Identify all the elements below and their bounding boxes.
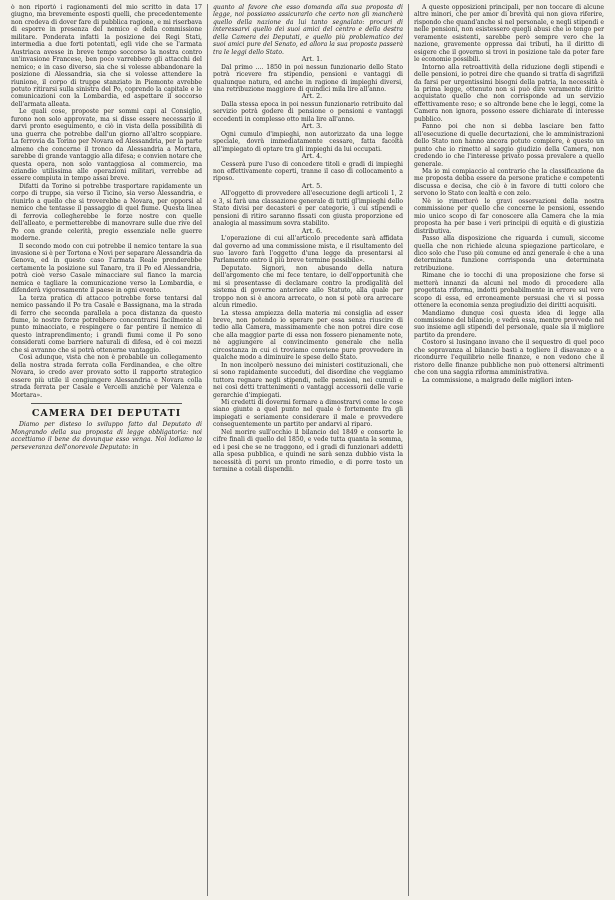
paragraph: A queste opposizioni principali, per non toccare di alcune altre minori, che per amor di brevità qui non giova riferire, rispondo che quand'anche sì nel personale, e negli stipendi e nelle pensioni, non esistessero quegli abusi che io tengo per veramente esistenti, sarebbe però sempre vero che la nazione, gravemente oppressa dai tributi, ha il diritto di esigere che il governo si trovi in posizione tale da poter fare le economie possibili. [414,4,604,64]
article-text: Cesserà pure l'uso di concedere titoli e gradi di impieghi non effettivamente coperti, tranne il caso di collocamento a riposo. [213,160,403,183]
article-text: Dalla stessa epoca in poi nessun funzionario retribuito dal servizio potrà godere di pensione o pensioni e vantaggi eccedenti in complesso otto mila lire all'anno. [213,100,403,123]
paragraph: Il secondo modo con cui potrebbe il nemico tentare la sua invasione si è per Tortona e Novi per separare Alessandria da Genova, ed in questo caso l'armata Reale prenderebbe certamente la posizione sul Tanaro, tra il Po ed Alessandria, potrà cioè verso Casale minacciare sul fianco la marcia nemica e tagliare la comunicazione verso la Lombardia, e difenderà vigorosamente il paese in ogni evento. [11,242,202,295]
paragraph: Le quali cose, proposte per sommi capi al Consiglio, furono non solo approvate, ma si disse essere necessario il darvi pronto eseguimento, e ciò in vista della possibilità di una guerra che potrebbe dall'un giorno all'altro scoppiare. La ferrovia da Torino per Novara ed Alessandria, per la parte almeno che concerne il tronco da Alessandria a Mortara, sarebbe di grande vantaggio alla difesa; e convien notare che questa opera, non solo vantaggiosa al commercio, ma eziandio utilissima alle operazioni militari, verrebbe ad essere compiuta in tempo assai breve. [11,108,202,183]
intro-paragraph: Diamo per disteso lo sviluppo fatto dal Deputato di Mongrando della sua proposta di legge obbligatoria: noi accettiamo il bene da dovunque esso venga. Noi lodiamo la perseveranza dell'onorevole Deputato: in [11,421,202,451]
paragraph: Fanno poi che non si debba lasciare ben fatto all'esecuzione di quelle decurtazioni, che le amministrazioni dello Stato non hanno ancora potuto compiere, è questo un punto che io rimetto al saggio giudizio della Camera, non credendo io che l'interesse privato possa prevalere a quello generale. [414,123,604,168]
paragraph: Costoro si lusingano invano che il sequestro di quel poco che sopravanza al bilancio basti a togliere il disavanzo e a ricondurre l'equilibrio nelle finanze, e non vedono che il ristoro delle finanze pubbliche non può ottenersi altrimenti che con una saggia riforma amministrativa. [414,339,604,377]
paragraph: Ma io mi compiaccio al contrario che la classificazione da me proposta debba essere da persone pratiche e competenti discussa e decisa, che ciò è in favore di tutti coloro che servono lo Stato con lealtà e con zelo. [414,167,604,198]
article-text: L'operazione di cui all'articolo precedente sarà affidata dal governo ad una commissione mista, e il risultamento del suo lavoro farà l'oggetto d'una legge da presentarsi al Parlamento entro il più breve termine possibile». [213,235,403,265]
paragraph: quanto al favore che esso domanda alla sua proposta di legge, noi possiamo assicurarlo che certo non gli mancherà quello della nazione da lui tanto segnalato: procuri di interessarvi quello dei suoi amici del centro e della destra della Camera dei Deputati, e quello più problematico dei suoi amici pure del Senato, ed allora la sua proposta passerà tra le leggi dello Stato. [213,4,403,56]
paragraph: Passo alla disposizione che riguarda i cumuli, siccome quella che non richiede alcuna spiegazione particolare, e dico solo che l'uso più comune ed anzi generale è che a una determinata funzione corrisponda una determinata retribuzione. [414,235,604,272]
section-title: CAMERA DEI DEPUTATI [31,408,182,420]
paragraph: La commissione, a malgrado delle migliori inten- [422,376,574,384]
article-heading: Art. 2. [301,92,323,101]
paragraph: Mi credetti di dovermi fermare a dimostrarvi come le cose siano giunte a quel punto nel quale è fortemente fra gli impiegati e seriamente considerare il male e provvedere conseguentemente un partito per andarvi al riparo. [213,399,403,429]
paragraph: Mandiamo dunque così questa idea di legge alla commissione del bilancio, e vedrà essa, mentre provvede nel suo insieme agli stipendi del personale, quale sia il migliore partito da prendere. [414,309,604,339]
columns [6,4,609,896]
article-heading: Art. 6. [301,226,323,235]
paragraph: Rimane che io tocchi di una proposizione che forse si metterà innanzi da alcuni nel modo di procedere alla progettata riforma, indotti probabilmente in errore sul vero scopo di essa, ed erroneamente persuasi che vi si possa ottenere la economia senza pregiudizio dei diritti acquisiti. [414,272,604,310]
column-right [408,4,609,896]
paragraph: La stessa ampiezza della materia mi consiglia ad esser breve, non potendo io sperare per essa senza riuscire di tedio alla Camera, massimamente che non potrei dire cose che alla maggior parte di essa non fossero pienamente note, nè aggiungere al convincimento generale che nella circostanza in cui ci troviamo conviene pure provvedere in qualche modo a diminuire le spese dello Stato. [213,309,403,362]
article-heading: Art. 3. [301,122,323,131]
paragraph: Così adunque, vista che non è probabile un collegamento della nostra strada ferrata colla Ferdinandea, e che oltre Novara, io credo aver provato sotto il rapporto strategico essere più utile il congiungere Alessandria e Novara colla strada ferrata per Casale e Vercelli anzichè per Valenza e Mortara». [11,354,202,399]
article-text: All'oggetto di provvedere all'esecuzione degli articoli 1, 2 e 3, si farà una classazione generale di tutti gl'impieghi dello Stato divisi per decasteri e per categorie, i cui stipendi e pensioni di ritiro saranno fissati con giusta proporzione ed analogia al massimum sovra stabilito. [213,190,403,228]
column-middle [207,4,408,896]
paragraph: In non incolperò nessuno dei ministeri costituzionali, che si sono rapidamente succeduti, del disordine che veggiamo tuttora regnare negli stipendi, nelle pensioni, nei cumuli e nei così detti trattenimenti o vantaggi accessorii delle varie gerarchie d'impiegati. [213,361,403,399]
article-heading: Art. 5. [301,181,323,190]
article-text: Dal primo .... 1850 in poi nessun funzionario dello Stato potrà ricevere fra stipendio, pensioni e vantaggi di qualunque natura, ed anche in ragione di impieghi diversi, una retribuzione maggiore di quindici mila lire all'anno. [213,63,403,93]
column-left [6,4,207,896]
paragraph: Nè io rimetterò le gravi osservazioni della nostra commissione per quello che concerne le pensioni, essendo mio unico scopo di far conoscere alla Camera che la mia proposta ha per base i veri principii di equità e di giustizia distributiva. [414,197,604,235]
paragraph: Intorno alla retroattività della riduzione degli stipendi e delle pensioni, io potrei dire che quando si tratta di sagrifizii da farsi per urgentissimi bisogni della patria, la necessità è la prima legge, ottenuto non si può dire veramente diritto acquistato quello che non corrisponde ad un servizio effettivamente reso; e so altronde bene che le leggi, come la Camera non ignora, possono essere dichiarate di interesse pubblico. [414,63,604,123]
paragraph: La terza pratica di attacco potrebbe forse tentarsi dal nemico passando il Po tra Casale e Bassignana, ma la strada di ferro che seconda parallela a poca distanza da questo fiume, le nostre forze potrebbero concentrarsi facilmente al punto minacciato, e respingere o far pentire il nemico di questo intraprendimento; i grandi fiumi come il Po sono considerati come barriere naturali di difesa, ed è coi mezzi che si avranno che si potrà ottenerne vantaggio. [11,294,202,354]
article-heading: Art. 4. [301,152,323,161]
article-text: Ogni cumulo d'impieghi, non autorizzato da una legge speciale, dovrà immediatamente cessare, fatta facoltà all'impiegato di optare tra gli impieghi da lui occupati. [213,130,403,153]
paragraph: Deputato. Signori, non abusando della natura dell'argomento che mi fece tentare, io dell'opportunità che mi si presentasse di declamare contro la prodigalità del sistema di governo anteriore allo Statuto, alla quale per troppo non si è ancora arrecato, o non si potè ora arrecare alcun rimedio. [213,264,403,310]
article-heading: Art. 1. [301,55,323,64]
divider [31,403,182,404]
paragraph: Difatti da Torino si potrebbe trasportare rapidamente un corpo di truppe, sia verso il Ticino, sia verso Alessandria, e riunirlo a quello che si troverebbe a Novara, per opporsi al nemico che tentasse il passaggio di quel fiume. Questa linea di ferrovia collegherebbe le forze nostre con quelle dell'alleato, e permetterebbe di manovrare sulle due rive del Po con grande celerità, pregio essenziale nelle guerre moderne. [11,182,202,243]
paragraph: Nel morire sull'occhio il bilancio del 1849 e consorte le cifre finali di quello del 1850, e vede tutta quanta la somma, ed i pesi che se ne traggono, ed i gradi di funzionari addetti alla spesa pubblica, e quindi ne sarà senza dubbio vista la necessità di porvi un pronto rimedio, e di porre tosto un termine a cotali dispendii. [213,428,403,474]
paragraph: ò non riportò i ragionamenti del mio scritto in data 17 giugno, ma brevemente esposti quelli, che precedentemente non credeva di dover fare di pubblica ragione, e mi riserbava di esporre in presenza del nemico e della commissione militare. Ponderata infatti la posizione dei Regi Stati, intermedia a due forti potentati, egli vide che se l'armata Austriaca avesse in breve tempo soccorso la nostra contro un'invasione Francese, ben poco varrebbero gli attacchi del nemico; e in caso diverso, sia che si volesse abbandonare la posizione di Alessandria, sia che si volesse attendere la riunione, il corpo di truppe stanziato in Piemonte avrebbe potuto ritirarsi sulla sinistra del Po, coprendo la capitale e le comunicazioni con la Lombardia, ed aspettare il soccorso dell'armata alleata. [11,4,202,108]
